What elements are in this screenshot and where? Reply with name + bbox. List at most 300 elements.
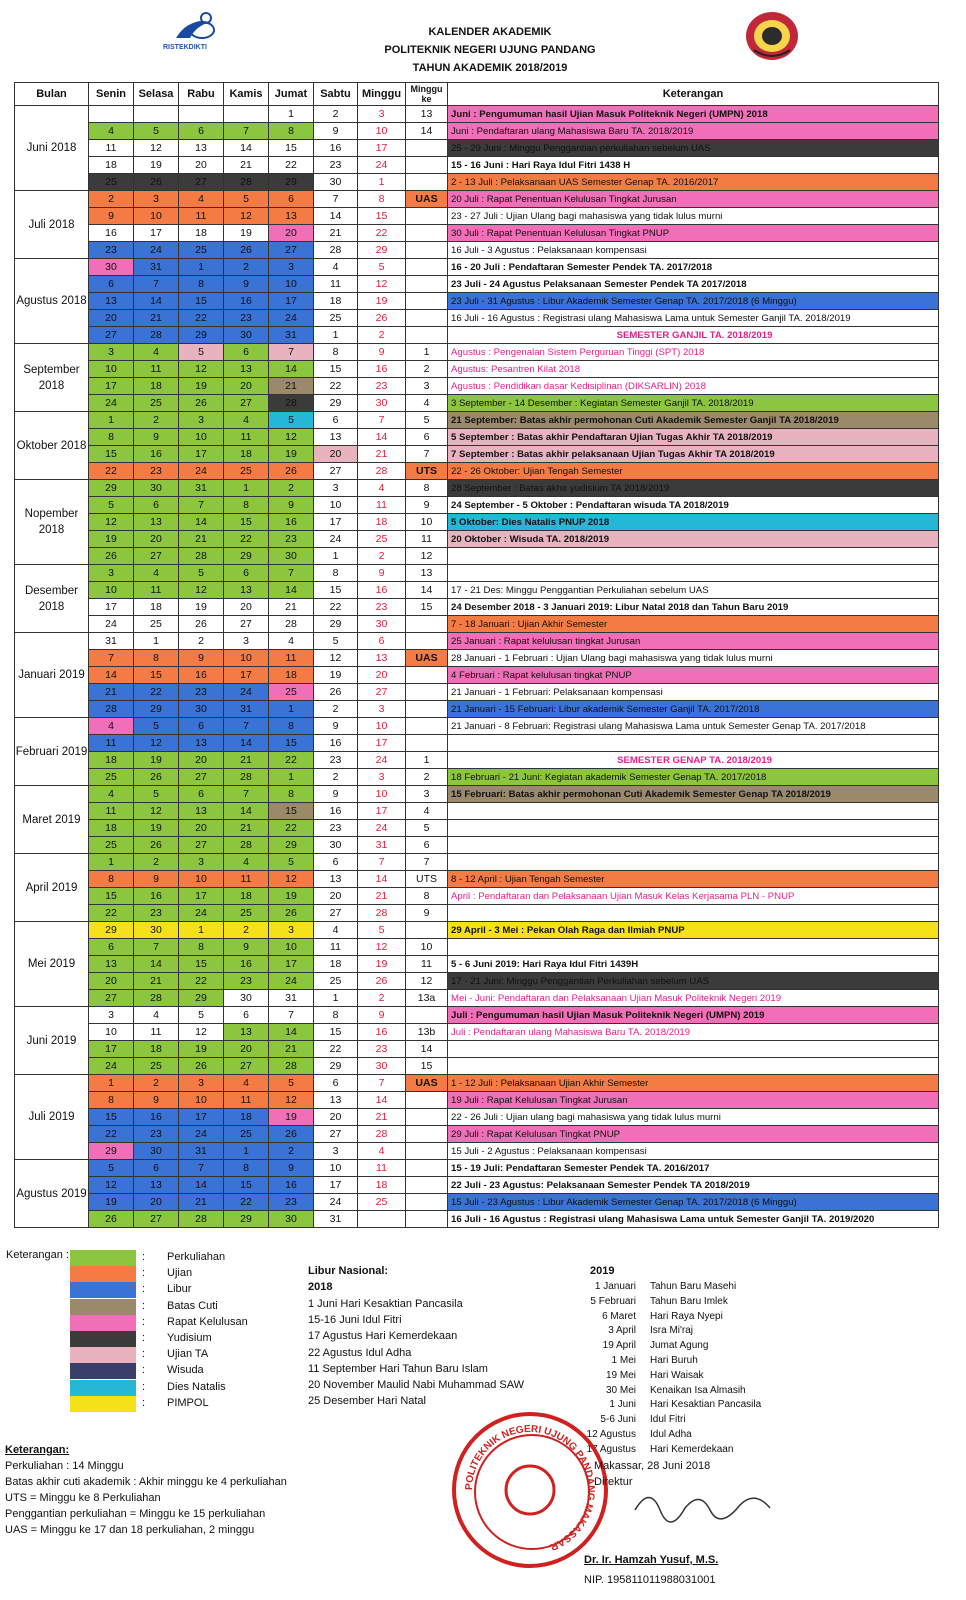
day-cell: 31	[134, 259, 179, 276]
day-cell: 3	[134, 191, 179, 208]
month-label: Agustus 2018	[15, 259, 89, 344]
legend-item	[70, 1250, 310, 1266]
note-cell: 15 Februari: Batas akhir permohonan Cuti Akademik Semester Genap TA 2018/2019	[448, 786, 939, 803]
day-cell: 28	[314, 242, 358, 259]
day-cell: 3	[358, 106, 406, 123]
day-cell: 24	[179, 905, 224, 922]
day-cell: 11	[134, 582, 179, 599]
day-cell: 17	[179, 1109, 224, 1126]
day-cell: 19	[179, 378, 224, 395]
holiday-name: Hari Kemerdekaan	[650, 1443, 734, 1455]
day-cell: 27	[314, 905, 358, 922]
day-cell: 31	[89, 633, 134, 650]
day-cell: 20	[89, 973, 134, 990]
day-cell: 3	[358, 701, 406, 718]
note-cell	[448, 548, 939, 565]
day-cell: 26	[134, 769, 179, 786]
month-label: Januari 2019	[15, 633, 89, 718]
calendar-row	[15, 871, 939, 888]
day-cell: 11	[224, 1092, 269, 1109]
holiday-name: Tahun Baru Imlek	[650, 1295, 728, 1307]
day-cell: 2	[314, 769, 358, 786]
day-cell: 7	[224, 123, 269, 140]
day-cell: 20	[179, 820, 224, 837]
day-cell: 25	[134, 395, 179, 412]
day-cell	[134, 106, 179, 123]
note-line: Batas akhir cuti akademik : Akhir minggu ke 4 perkuliahan	[5, 1476, 287, 1488]
day-cell: 5	[179, 565, 224, 582]
day-cell: 17	[89, 1041, 134, 1058]
day-cell: 26	[269, 905, 314, 922]
week-number: 14	[406, 1041, 448, 1058]
day-cell: 25	[134, 1058, 179, 1075]
day-cell: 29	[179, 327, 224, 344]
day-cell: 14	[224, 735, 269, 752]
day-cell: 15	[269, 803, 314, 820]
note-cell: 28 Januari - 1 Februari : Ujian Ulang bagi mahasiswa yang tidak lulus murni	[448, 650, 939, 667]
legend-item	[70, 1380, 310, 1396]
day-cell: 1	[89, 854, 134, 871]
day-cell: 12	[134, 140, 179, 157]
day-cell: 4	[314, 259, 358, 276]
day-cell: 19	[314, 667, 358, 684]
day-cell: 30	[314, 837, 358, 854]
day-cell: 21	[134, 310, 179, 327]
week-number: UAS	[406, 1075, 448, 1092]
day-cell: 24	[179, 1126, 224, 1143]
day-cell: 7	[179, 497, 224, 514]
week-number: 11	[406, 956, 448, 973]
day-cell: 11	[89, 735, 134, 752]
calendar-row	[15, 1109, 939, 1126]
day-cell: 19	[179, 1041, 224, 1058]
day-cell: 7	[358, 854, 406, 871]
column-header-8: Minggu ke	[406, 83, 448, 106]
note-cell: 22 - 26 Oktober: Ujian Tengah Semester	[448, 463, 939, 480]
day-cell: 25	[224, 1126, 269, 1143]
day-cell: 1	[314, 548, 358, 565]
day-cell: 17	[89, 599, 134, 616]
day-cell: 5	[179, 1007, 224, 1024]
note-cell: 15 Juli - 2 Agustus : Pelaksanaan kompensasi	[448, 1143, 939, 1160]
day-cell: 24	[269, 973, 314, 990]
holiday-title: Libur Nasional:	[308, 1265, 389, 1277]
day-cell: 18	[358, 514, 406, 531]
week-number: 1	[406, 752, 448, 769]
day-cell: 22	[314, 599, 358, 616]
day-cell: 26	[179, 616, 224, 633]
signature-place-date: Makassar, 28 Juni 2018	[594, 1460, 711, 1472]
day-cell: 2	[358, 327, 406, 344]
note-cell: 25 Januari : Rapat kelulusan tingkat Jurusan	[448, 633, 939, 650]
calendar-row	[15, 905, 939, 922]
calendar-row	[15, 429, 939, 446]
day-cell: 12	[224, 208, 269, 225]
holiday-date: 19 Mei	[605, 1369, 636, 1381]
legend-label: Batas Cuti	[167, 1299, 218, 1312]
week-number	[406, 174, 448, 191]
day-cell: 4	[134, 344, 179, 361]
day-cell: 21	[269, 378, 314, 395]
day-cell: 14	[269, 361, 314, 378]
legend-label: PIMPOL	[167, 1396, 209, 1409]
day-cell: 25	[89, 769, 134, 786]
legend-swatch	[70, 1347, 136, 1363]
day-cell: 11	[358, 497, 406, 514]
day-cell: 4	[358, 1143, 406, 1160]
calendar-row	[15, 701, 939, 718]
day-cell: 4	[179, 191, 224, 208]
day-cell: 24	[89, 395, 134, 412]
day-cell	[89, 106, 134, 123]
note-line: Penggantian perkuliahan = Minggu ke 15 perkuliahan	[5, 1508, 266, 1520]
day-cell: 23	[224, 973, 269, 990]
day-cell: 8	[134, 650, 179, 667]
column-header-4: Kamis	[224, 83, 269, 106]
day-cell: 1	[179, 922, 224, 939]
day-cell: 6	[314, 412, 358, 429]
day-cell: 30	[358, 395, 406, 412]
day-cell: 27	[314, 463, 358, 480]
calendar-row	[15, 1160, 939, 1177]
day-cell: 15	[89, 1109, 134, 1126]
day-cell: 20	[269, 225, 314, 242]
note-cell	[448, 837, 939, 854]
note-line: UAS = Minggu ke 17 dan 18 perkuliahan, 2 minggu	[5, 1524, 255, 1536]
holiday-date: 17 Agustus	[586, 1443, 636, 1455]
day-cell: 15	[134, 667, 179, 684]
holiday-date: 19 April	[602, 1340, 636, 1352]
day-cell: 7	[134, 939, 179, 956]
note-cell: 22 Juli - 23 Agustus: Pelaksanaan Semester Pendek TA 2018/2019	[448, 1177, 939, 1194]
day-cell: 22	[314, 378, 358, 395]
day-cell: 4	[269, 633, 314, 650]
day-cell: 28	[269, 616, 314, 633]
calendar-row	[15, 548, 939, 565]
week-number: 10	[406, 514, 448, 531]
day-cell: 6	[179, 718, 224, 735]
calendar-row	[15, 276, 939, 293]
week-number	[406, 616, 448, 633]
day-cell: 13	[358, 650, 406, 667]
legend-label: Perkuliahan	[167, 1251, 226, 1263]
day-cell: 19	[358, 956, 406, 973]
note-cell: 16 Juli - 3 Agustus : Pelaksanaan kompensasi	[448, 242, 939, 259]
day-cell: 29	[314, 616, 358, 633]
legend-label: Ujian	[167, 1267, 193, 1280]
holiday-date: 5 Februari	[590, 1295, 636, 1307]
calendar-row	[15, 837, 939, 854]
day-cell: 25	[269, 684, 314, 701]
day-cell: 26	[269, 463, 314, 480]
day-cell: 2	[269, 1143, 314, 1160]
week-number	[406, 259, 448, 276]
day-cell: 28	[269, 395, 314, 412]
calendar-row	[15, 446, 939, 463]
week-number: 9	[406, 497, 448, 514]
day-cell: 1	[224, 480, 269, 497]
day-cell: 8	[314, 1007, 358, 1024]
legend-label: Rapat Kelulusan	[167, 1315, 248, 1328]
week-number: UAS	[406, 650, 448, 667]
week-number	[406, 1092, 448, 1109]
logo-caption: RISTEKDIKTI	[163, 44, 207, 51]
day-cell: 27	[224, 395, 269, 412]
day-cell: 23	[358, 599, 406, 616]
note-cell: 5 Oktober: Dies Natalis PNUP 2018	[448, 514, 939, 531]
day-cell: 8	[224, 1160, 269, 1177]
day-cell: 7	[269, 1007, 314, 1024]
week-number: 14	[406, 123, 448, 140]
day-cell: 29	[314, 1058, 358, 1075]
day-cell: 20	[224, 599, 269, 616]
week-number: 2	[406, 769, 448, 786]
day-cell: 11	[224, 871, 269, 888]
day-cell: 8	[224, 497, 269, 514]
day-cell: 16	[224, 293, 269, 310]
day-cell: 11	[224, 429, 269, 446]
day-cell: 23	[134, 1126, 179, 1143]
day-cell: 25	[314, 310, 358, 327]
note-cell: 7 September : Batas akhir pelaksanaan Ujian Tugas Akhir TA 2018/2019	[448, 446, 939, 463]
day-cell: 28	[358, 1126, 406, 1143]
signature-role: Direktur	[594, 1476, 633, 1488]
day-cell: 19	[224, 225, 269, 242]
day-cell: 22	[269, 752, 314, 769]
note-cell: 7 - 18 Januari : Ujian Akhir Semester	[448, 616, 939, 633]
day-cell: 1	[358, 174, 406, 191]
calendar-row	[15, 531, 939, 548]
note-cell: April : Pendaftaran dan Pelaksanaan Ujian Masuk Kelas Kerjasama PLN - PNUP	[448, 888, 939, 905]
holiday-date: 6 Maret	[602, 1310, 636, 1322]
week-number: 13b	[406, 1024, 448, 1041]
week-number: 7	[406, 446, 448, 463]
week-number: 13a	[406, 990, 448, 1007]
week-number	[406, 633, 448, 650]
day-cell: 27	[224, 1058, 269, 1075]
column-header-9: Keterangan	[448, 83, 939, 106]
day-cell: 19	[269, 1109, 314, 1126]
day-cell: 20	[314, 888, 358, 905]
day-cell: 25	[358, 1194, 406, 1211]
day-cell: 11	[134, 1024, 179, 1041]
day-cell: 20	[134, 531, 179, 548]
legend-colon: :	[142, 1396, 146, 1409]
day-cell: 15	[269, 140, 314, 157]
calendar-row	[15, 293, 939, 310]
day-cell: 31	[179, 480, 224, 497]
holiday-date: 3 April	[608, 1325, 636, 1337]
holiday-date: 30 Mei	[605, 1384, 636, 1396]
day-cell: 12	[89, 514, 134, 531]
day-cell: 11	[179, 208, 224, 225]
day-cell: 17	[224, 667, 269, 684]
week-number	[406, 1177, 448, 1194]
day-cell: 14	[358, 871, 406, 888]
day-cell: 28	[179, 548, 224, 565]
day-cell: 12	[358, 939, 406, 956]
day-cell: 16	[314, 735, 358, 752]
day-cell: 9	[314, 786, 358, 803]
day-cell: 30	[269, 548, 314, 565]
day-cell: 12	[179, 582, 224, 599]
holiday-name: Hari Raya Nyepi	[650, 1310, 723, 1322]
day-cell: 8	[89, 429, 134, 446]
legend-swatch	[70, 1282, 136, 1298]
day-cell: 8	[358, 191, 406, 208]
holiday-name: Kenaikan Isa Almasih	[650, 1384, 746, 1396]
calendar-row	[15, 990, 939, 1007]
note-cell: Juni : Pendaftaran ulang Mahasiswa Baru TA. 2018/2019	[448, 123, 939, 140]
day-cell: 28	[358, 905, 406, 922]
day-cell: 4	[224, 1075, 269, 1092]
week-number	[406, 1143, 448, 1160]
note-cell	[448, 565, 939, 582]
column-header-1: Senin	[89, 83, 134, 106]
doc-title-line1: KALENDER AKADEMIK	[428, 26, 552, 38]
day-cell: 19	[134, 820, 179, 837]
official-stamp-icon	[452, 1412, 608, 1568]
day-cell: 9	[358, 565, 406, 582]
day-cell: 13	[89, 293, 134, 310]
legend-swatch	[70, 1363, 136, 1379]
day-cell: 20	[179, 157, 224, 174]
calendar-row	[15, 718, 939, 735]
day-cell: 22	[179, 973, 224, 990]
holiday-name: Jumat Agung	[650, 1340, 709, 1352]
day-cell: 10	[269, 939, 314, 956]
calendar-row	[15, 242, 939, 259]
holiday-item: 20 November Maulid Nabi Muhammad SAW	[308, 1379, 525, 1391]
week-number	[406, 718, 448, 735]
day-cell: 18	[134, 599, 179, 616]
note-cell: 23 Juli - 31 Agustus : Libur Akademik Semester Genap TA. 2017/2018 (6 Minggu)	[448, 293, 939, 310]
day-cell: 30	[314, 174, 358, 191]
day-cell: 29	[89, 1143, 134, 1160]
day-cell: 27	[314, 1126, 358, 1143]
day-cell: 18	[314, 956, 358, 973]
month-label: September 2018	[15, 344, 89, 412]
day-cell: 1	[314, 990, 358, 1007]
day-cell: 28	[179, 1211, 224, 1228]
legend-swatch	[70, 1331, 136, 1347]
holiday-name: Hari Waisak	[650, 1369, 704, 1381]
day-cell: 26	[89, 548, 134, 565]
day-cell: 14	[179, 1177, 224, 1194]
calendar-row	[15, 514, 939, 531]
day-cell: 4	[89, 123, 134, 140]
week-number	[406, 1109, 448, 1126]
calendar-row	[15, 208, 939, 225]
day-cell: 8	[89, 871, 134, 888]
day-cell: 21	[269, 599, 314, 616]
legend-swatch	[70, 1396, 136, 1412]
week-number: 12	[406, 973, 448, 990]
note-cell: Agustus : Pengenalan Sistem Perguruan Tinggi (SPT) 2018	[448, 344, 939, 361]
day-cell: 13	[314, 1092, 358, 1109]
holiday-year-2019: 2019	[590, 1265, 615, 1277]
day-cell: 29	[269, 837, 314, 854]
holiday-date: 12 Agustus	[586, 1429, 636, 1440]
legend-item	[70, 1266, 310, 1282]
day-cell: 17	[179, 446, 224, 463]
day-cell: 21	[134, 973, 179, 990]
day-cell: 12	[269, 1092, 314, 1109]
note-cell: Juni : Pengumuman hasil Ujian Masuk Politeknik Negeri (UMPN) 2018	[448, 106, 939, 123]
day-cell: 21	[358, 888, 406, 905]
calendar-row	[15, 888, 939, 905]
day-cell: 15	[179, 956, 224, 973]
legend-colon: :	[142, 1315, 146, 1328]
day-cell: 27	[134, 1211, 179, 1228]
day-cell: 20	[179, 752, 224, 769]
holiday-item: 11 September Hari Tahun Baru Islam	[308, 1362, 488, 1375]
day-cell: 26	[89, 1211, 134, 1228]
day-cell: 16	[134, 446, 179, 463]
day-cell: 25	[224, 905, 269, 922]
note-cell: 24 Desember 2018 - 3 Januari 2019: Libur Natal 2018 dan Tahun Baru 2019	[448, 599, 939, 616]
day-cell: 17	[358, 735, 406, 752]
day-cell: 30	[269, 1211, 314, 1228]
column-header-6: Sabtu	[314, 83, 358, 106]
day-cell: 20	[134, 1194, 179, 1211]
day-cell: 19	[269, 446, 314, 463]
day-cell: 2	[358, 548, 406, 565]
day-cell: 13	[179, 803, 224, 820]
day-cell: 12	[134, 735, 179, 752]
legend-label: Dies Natalis	[167, 1380, 226, 1393]
week-number	[406, 293, 448, 310]
day-cell: 28	[89, 701, 134, 718]
day-cell	[224, 106, 269, 123]
day-cell: 17	[134, 225, 179, 242]
day-cell: 27	[269, 242, 314, 259]
day-cell: 9	[269, 497, 314, 514]
week-number: 5	[406, 820, 448, 837]
calendar-row	[15, 803, 939, 820]
day-cell: 10	[358, 123, 406, 140]
day-cell: 1	[269, 106, 314, 123]
day-cell: 13	[179, 735, 224, 752]
calendar-row	[15, 344, 939, 361]
day-cell: 15	[269, 735, 314, 752]
day-cell: 9	[134, 871, 179, 888]
week-number: 3	[406, 786, 448, 803]
day-cell: 29	[224, 548, 269, 565]
legend-colon: :	[142, 1348, 146, 1361]
legend-swatch	[70, 1250, 136, 1266]
day-cell: 28	[224, 174, 269, 191]
note-cell: 8 - 12 April : Ujian Tengah Semester	[448, 871, 939, 888]
note-cell: 19 Juli : Rapat Kelulusan Tingkat Jurusan	[448, 1092, 939, 1109]
day-cell: 24	[314, 531, 358, 548]
calendar-row	[15, 106, 939, 123]
day-cell: 28	[269, 1058, 314, 1075]
calendar-row	[15, 174, 939, 191]
note-cell: 21 Januari - 1 Februari: Pelaksanaan kompensasi	[448, 684, 939, 701]
day-cell: 10	[358, 718, 406, 735]
day-cell: 4	[224, 854, 269, 871]
notes-title: Keterangan:	[5, 1444, 70, 1456]
day-cell: 12	[179, 1024, 224, 1041]
day-cell: 24	[269, 310, 314, 327]
week-number	[406, 1007, 448, 1024]
day-cell: 16	[314, 803, 358, 820]
day-cell: 9	[358, 1007, 406, 1024]
day-cell: 24	[358, 157, 406, 174]
day-cell: 7	[269, 565, 314, 582]
week-number	[406, 225, 448, 242]
